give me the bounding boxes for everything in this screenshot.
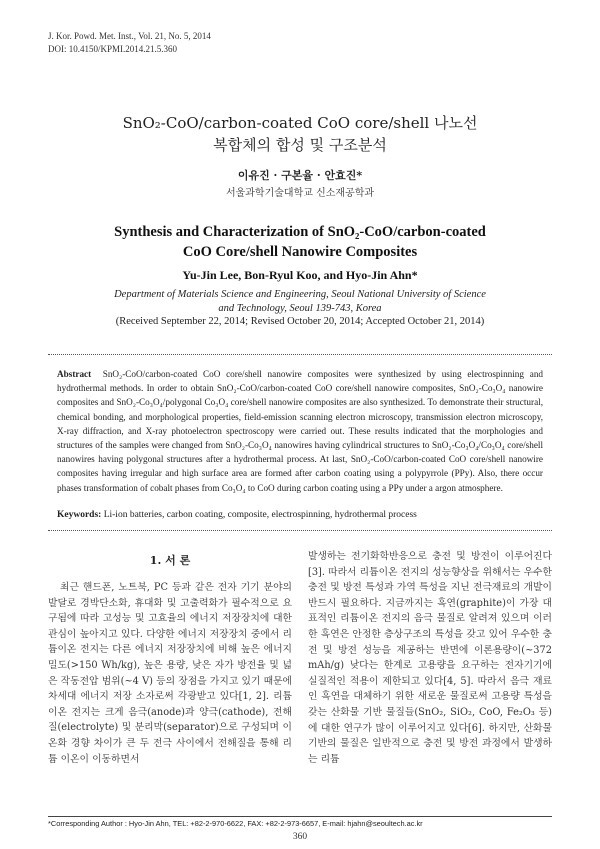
- abstract-top-divider: [48, 354, 552, 355]
- body-right-column: 발생하는 전기화학반응으로 충전 및 방전이 이루어진다[3]. 따라서 리튬이온 전지의 성능향상을 위해서는 우수한 충전 및 방전 특성과 가역 특성을 지닌 전극재료의 개발이 반드시 필요하다. 지금까지는 흑연(graphite)이 가장 대표적인 리튬이온 전지의 음극 물질로 알려져 있으며 이러한 흑연은 안정한 층상구조의 특성을 갖고 있어 우수한 충전 및 방전 성능을 제공하는 반면에 이론용량이(~372 mAh/g) 낮다는 한계로 고용량을 요구하는 전자기기에 실질적인 적용이 제한되고 있다[4, 5]. 따라서 음극 재료인 흑연을 대체하기 위한 새로운 물질로써 고용량 특성을 갖는 산화물 기반 물질들(SnO₂, SiO₂, CoO, Fe₂O₃ 등)에 대한 연구가 많이 이루어지고 있다[6]. 하지만, 산화물 기반의 물질은 일반적으로 충전 및 방전 과정에서 발생하는 리튬: [308, 551, 552, 765]
- korean-title-line-2: 복합체의 합성 및 구조분석: [213, 136, 387, 154]
- corresponding-author-footnote: *Corresponding Author : Hyo-Jin Ahn, TEL: +82-2-970-6622, FAX: +82-2-973-6657, E-mail: hjahn@seoultech.ac.kr: [48, 819, 423, 828]
- korean-title: [0, 112, 600, 156]
- abstract-text: SnO₂-CoO/carbon-coated CoO core/shell nanowire composites were synthesized by using electrospinning and hydrothermal methods. In order to obtain SnO₂-CoO/carbon-coated CoO core/shell nanowire composites, SnO₂-Co₃O₄ nanowire composites and SnO₂-Co₃O₄/polygonal Co₃O₄ core/shell nanowire composites are also synthesized. To demonstrate their structural, chemical bonding, and morphological properties, field-emission scanning electron microscopy, transmission electron microscopy, X-ray diffraction, and X-ray photoelectron spectroscopy were carried out. These results indicated that the morphologies and structures of the samples were changed from SnO₂-Co₃O₄ nanowires having cylindrical structures to SnO₂-Co₃O₄/Co₃O₄ core/shell nanowires having polygonal structures after a hydrothermal process. At last, SnO₂-CoO/carbon-coated CoO core/shell nanowire composites having irregular and high surface area are formed after carbon coating using a polypyrrole (PPy). Also, there occur phases transformation of cobalt phases from Co₃O₄ to CoO during carbon coating using a PPy under a argon atmosphere.: [57, 369, 544, 493]
- journal-header: [48, 30, 211, 56]
- english-title: [0, 222, 600, 262]
- keywords: [57, 510, 543, 520]
- section-heading-introduction: 1. 서 론: [149, 554, 191, 567]
- keywords-text: Li-ion batteries, carbon coating, composite, electrospinning, hydrothermal process: [103, 510, 417, 520]
- footnote-divider: [48, 816, 552, 817]
- affiliation-line-2: and Technology, Seoul 139-743, Korea: [218, 303, 382, 314]
- english-title-line-2: CoO Core/shell Nanowire Composites: [182, 244, 418, 260]
- korean-affiliation: 서울과학기술대학교 신소재공학과: [225, 188, 375, 199]
- abstract-label: Abstract: [57, 369, 92, 379]
- english-authors: Yu-Jin Lee, Bon-Ryul Koo, and Hyo-Jin Ahn*: [182, 268, 418, 282]
- received-dates: (Received September 22, 2014; Revised October 20, 2014; Accepted October 21, 2014): [115, 316, 485, 327]
- journal-citation: J. Kor. Powd. Met. Inst., Vol. 21, No. 5, 2014: [48, 31, 211, 41]
- doi: DOI: 10.4150/KPMI.2014.21.5.360: [48, 44, 178, 54]
- korean-title-line-1: SnO₂-CoO/carbon-coated CoO core/shell 나노선: [122, 114, 478, 132]
- abstract: [57, 367, 543, 495]
- korean-authors: 이유진 · 구본율 · 안효진*: [237, 169, 363, 182]
- page-number: 360: [292, 832, 308, 842]
- body-left-column: 최근 핸드폰, 노트북, PC 등과 같은 전자 기기 분야의 발달로 경박단소화, 휴대화 및 고출력화가 필수적으로 요구됨에 따라 고성능 및 고효율의 에너지 저장장치에 대한 관심이 높아지고 있다. 다양한 에너지 저장장치 중에서 리튬이온 전지는 다른 에너지 저장장치에 비해 높은 에너지 밀도(>150 Wh/kg), 높은 용량, 낮은 자가 방전율 및 넓은 작동전압 범위(~4 V) 등의 장점을 가지고 있기 때문에 차세대 에너지 저장 소자로써 각광받고 있다[1, 2]. 리튬이온 전지는 크게 음극(anode)과 양극(cathode), 전해질(electrolyte) 및 분리막(separator)으로 구성되며 이온화 경향 차이가 큰 두 전극 사이에서 전해질을 통해 리튬 이온이 이동하면서: [48, 582, 292, 765]
- english-title-line-1: Synthesis and Characterization of SnO₂-CoO/carbon-coated: [114, 224, 486, 240]
- abstract-bottom-divider: [48, 530, 552, 531]
- english-affiliation: [60, 288, 540, 316]
- affiliation-line-1: Department of Materials Science and Engineering, Seoul National University of Science: [114, 289, 486, 300]
- keywords-label: Keywords:: [57, 510, 102, 520]
